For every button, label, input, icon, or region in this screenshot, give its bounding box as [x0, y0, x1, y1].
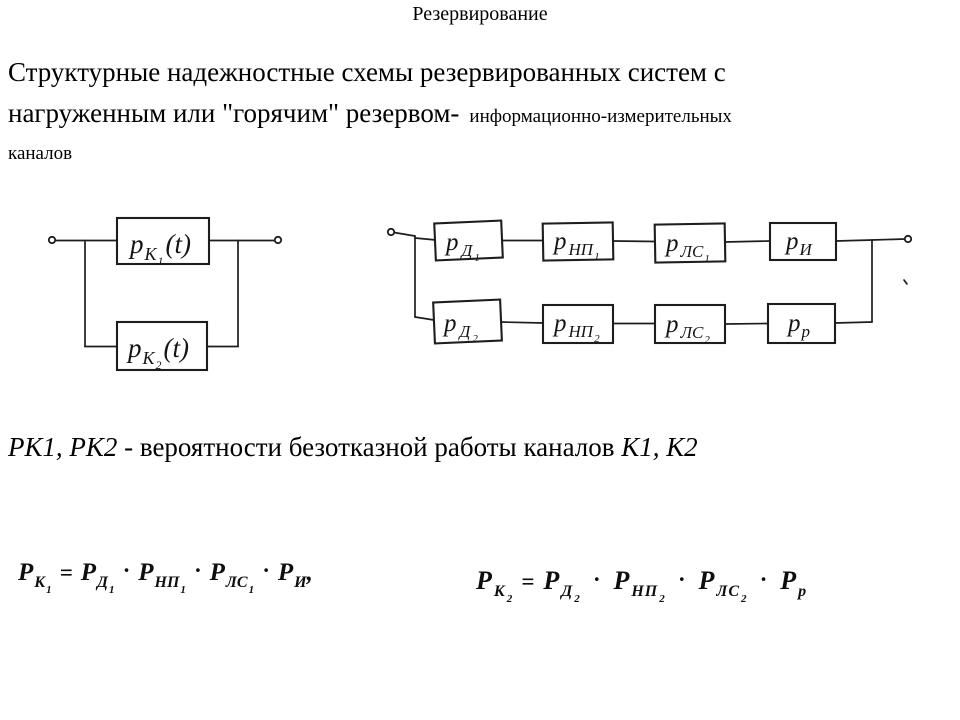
formula-segment: P: [277, 559, 294, 586]
paragraph-text-small: информационно-измерительных: [469, 106, 732, 127]
formula-segment: P: [476, 566, 493, 595]
formula-pk1: [18, 558, 313, 596]
block-pr-label: $p_р$: [788, 310, 810, 341]
formula-segment: 1: [248, 584, 255, 596]
wire-segment: [394, 233, 415, 237]
formula-segment: ЛС: [225, 574, 248, 591]
formula-segment: И: [294, 574, 307, 591]
formula-segment: НП: [154, 574, 180, 591]
paragraph-line-1: [8, 54, 938, 95]
reliability-diagram-measuring-channels: [380, 200, 925, 365]
formula-segment: 1: [46, 584, 52, 596]
formula-segment: ·: [760, 567, 768, 592]
wire-segment: [835, 322, 872, 323]
formula-segment: ·: [263, 558, 269, 583]
formula-segment: ЛС: [716, 583, 741, 600]
block-pi-label: $p_И$: [786, 228, 812, 259]
formula-segment: ·: [194, 558, 201, 583]
output-terminal: [275, 237, 281, 243]
block-pd2-label: p $_Д$ $_2$: [444, 310, 478, 345]
paragraph-line-2: [8, 95, 938, 136]
formula-segment: р: [798, 583, 808, 600]
paragraph-text: Структурные надежностные схемы резервированных систем с: [8, 57, 726, 87]
formula-segment: К: [493, 583, 506, 600]
caption-text: - вероятности безотказной работы каналов: [117, 432, 622, 462]
formula-segment: P: [780, 566, 798, 595]
formula-segment: ,: [306, 559, 313, 586]
formula-segment: 1: [108, 584, 115, 596]
caption-italic-pk: РК1, РК2: [8, 432, 118, 462]
formula-segment: P: [613, 566, 631, 595]
caption-pk-definition: [8, 430, 938, 464]
output-terminal: [905, 236, 911, 242]
wire-segment: [415, 317, 434, 320]
slide-title: Резервирование: [412, 3, 548, 25]
paragraph-line-3: [8, 136, 938, 173]
input-terminal: [49, 237, 55, 243]
block-pk1-label: $p_К1(t)$: [130, 229, 191, 268]
input-terminal: [388, 229, 394, 235]
wire-segment: [872, 239, 905, 240]
formula-segment: P: [138, 559, 154, 586]
reliability-diagram-parallel-channels: [30, 200, 300, 390]
block-pnp2-label: p $_{НП2}$: [554, 310, 600, 345]
formula-segment: Д: [97, 574, 108, 591]
formula-segment: =: [521, 569, 536, 594]
paragraph-text-small: каналов: [8, 143, 73, 164]
block-pk2-label: $p_К2(t)$: [128, 333, 189, 372]
paragraph-text: нагруженным или "горячим" резервом-: [8, 98, 460, 128]
formula-segment: 2: [506, 593, 514, 605]
formula-segment: P: [80, 559, 97, 586]
formula-segment: P: [543, 566, 561, 595]
formula-segment: ·: [123, 558, 130, 583]
block-pd1-label: p $_Д$ $_1$: [446, 229, 480, 264]
formula-segment: P: [698, 566, 716, 595]
formula-segment: ·: [678, 567, 686, 592]
formula-segment: 2: [574, 593, 581, 605]
formula-segment: ·: [593, 567, 601, 592]
formula-segment: Д: [561, 583, 574, 600]
wire-segment: [613, 241, 655, 242]
formula-segment: P: [209, 559, 225, 586]
block-pls1-label: p $_{ЛС1}$: [666, 230, 710, 265]
formula-pk2: [476, 566, 807, 605]
wire-segment: [415, 238, 436, 240]
caption-italic-k: К1, К2: [621, 432, 698, 462]
intro-paragraph: [8, 54, 938, 173]
formula-segment: НП: [631, 583, 659, 600]
wire-segment: [725, 241, 770, 242]
formula-segment: =: [59, 560, 73, 585]
scan-artifact: [904, 280, 907, 284]
wire-segment: [836, 240, 872, 241]
block-pls2-label: p $_{ЛС2}$: [666, 311, 710, 346]
wire-segment: [501, 322, 543, 323]
block-pnp1-label: p $_{НП1}$: [554, 228, 600, 263]
formula-segment: 2: [741, 593, 748, 605]
formula-segment: 1: [180, 584, 186, 596]
formula-segment: 2: [659, 593, 666, 605]
wire-segment: [725, 324, 768, 325]
formula-segment: К: [34, 574, 46, 591]
formula-segment: P: [18, 559, 34, 586]
